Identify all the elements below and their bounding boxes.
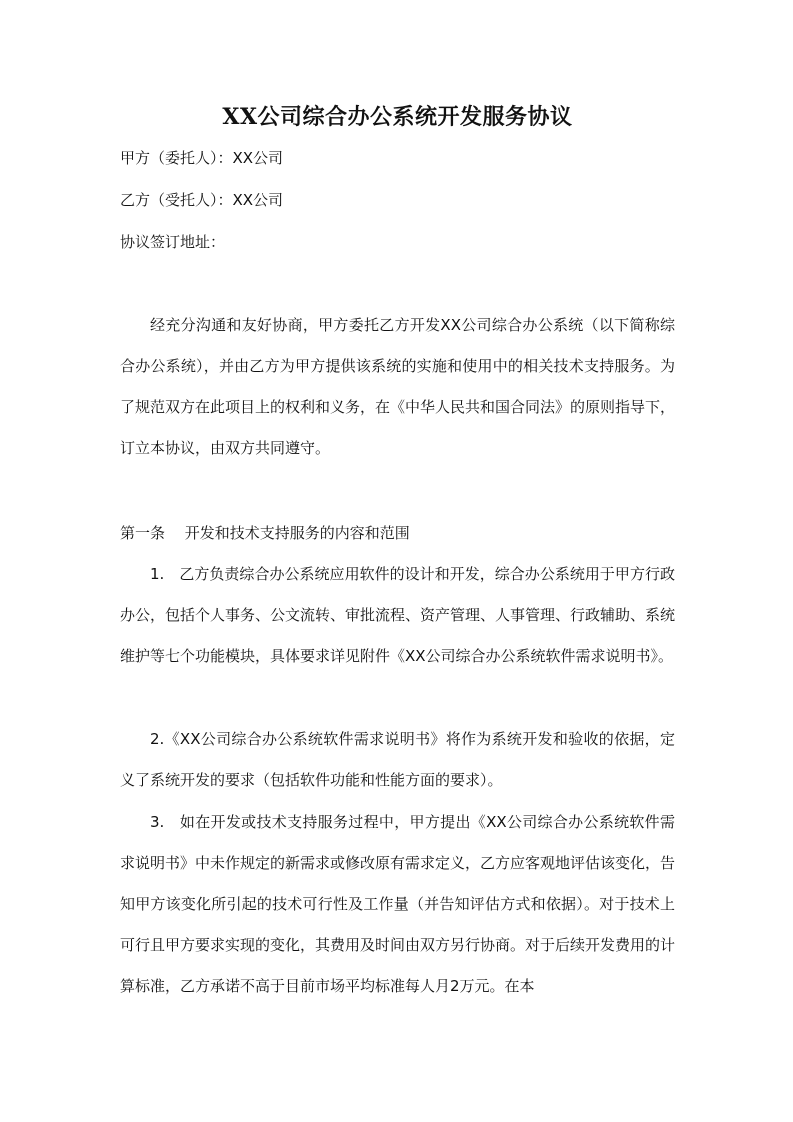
party-b-line: 乙方（受托人）：XX公司 (120, 191, 284, 209)
article-1-clause-1: 1. 乙方负责综合办公系统应用软件的设计和开发，综合办公系统用于甲方行政办公，包括个人事务、公文流转、审批流程、资产管理、人事管理、行政辅助、系统维护等七个功能模块，具体要求详见附件《XX公司综合办公系统软件需求说明书》。 (120, 565, 676, 665)
article-1-clause-2: 2.《XX公司综合办公系统软件需求说明书》将作为系统开发和验收的依据，定义了系统开发的要求（包括软件功能和性能方面的要求）。 (120, 730, 675, 789)
party-a-line: 甲方（委托人）：XX公司 (120, 149, 284, 167)
preamble-paragraph: 经充分沟通和友好协商，甲方委托乙方开发XX公司综合办公系统（以下简称综合办公系统），并由乙方为甲方提供该系统的实施和使用中的相关技术支持服务。为了规范双方在此项目上的权利和义务，在《中华人民共和国合同法》的原则指导下，订立本协议，由双方共同遵守。 (120, 316, 676, 457)
article-1-heading: 第一条 开发和技术支持服务的内容和范围 (120, 524, 410, 542)
article-1-clause-3: 3. 如在开发或技术支持服务过程中，甲方提出《XX公司综合办公系统软件需求说明书》中未作规定的新需求或修改原有需求定义，乙方应客观地评估该变化，告知甲方该变化所引起的技术可行性及工作量（并告知评估方式和依据）。对于技术上可行且甲方要求实现的变化，其费用及时间由双方另行协商。对于后续开发费用的计算标准，乙方承诺不高于目前市场平均标准每人月2万元。在本 (120, 813, 676, 995)
sign-location-line: 协议签订地址： (120, 233, 226, 251)
document-title: XX公司综合办公系统开发服务协议 (222, 104, 573, 130)
